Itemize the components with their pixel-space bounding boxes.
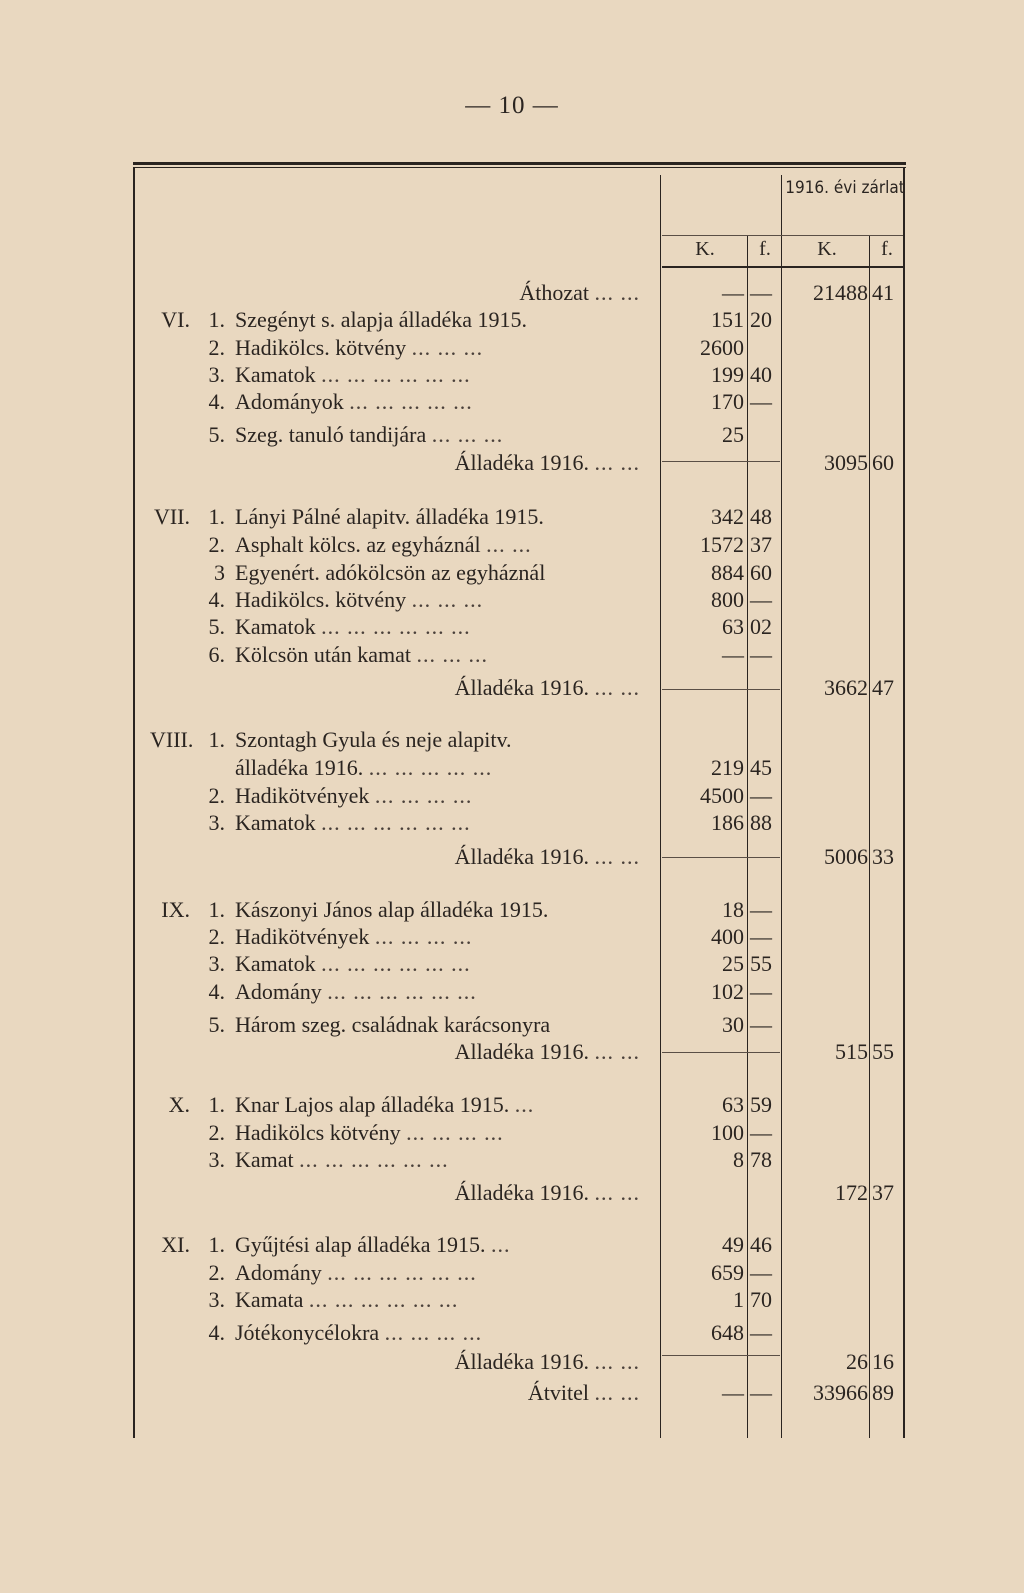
item-description — [235, 361, 640, 389]
amount-korona: 25 — [722, 951, 744, 976]
item-description — [235, 531, 640, 559]
table-row — [0, 613, 1024, 641]
leader-dots: ... ... — [594, 844, 640, 869]
leader-dots: ... ... ... ... ... — [368, 755, 493, 780]
leader-dots: ... ... — [594, 675, 640, 700]
amount-filler: — — [750, 897, 772, 922]
item-description — [235, 950, 640, 978]
item-number: 2. — [208, 1260, 225, 1285]
leader-dots: ... ... ... — [411, 335, 484, 360]
table-row — [0, 1348, 1024, 1376]
amount-korona: 8 — [733, 1147, 744, 1172]
leader-dots: ... ... ... ... ... ... — [327, 1260, 477, 1285]
table-row — [0, 586, 1024, 614]
amount-filler: — — [750, 1012, 772, 1037]
item-description — [235, 754, 640, 782]
item-description — [235, 843, 640, 871]
item-label: Kamatok — [235, 614, 316, 639]
item-label: Gyűjtési alap álladéka 1915. — [235, 1232, 486, 1257]
item-label: Hadikölcs. kötvény — [235, 335, 407, 360]
amount-filler: — — [750, 587, 772, 612]
leader-dots: ... ... ... ... ... ... — [321, 362, 471, 387]
amount-korona: 2600 — [700, 335, 744, 360]
item-label: Adomány — [235, 979, 322, 1004]
leader-dots: ... ... ... ... ... ... — [327, 979, 477, 1004]
table-row — [0, 726, 1024, 754]
header-f1: f. — [759, 238, 771, 260]
item-number: 1. — [208, 504, 225, 529]
item-label: Kamata — [235, 1287, 304, 1312]
item-label: Adományok — [235, 389, 344, 414]
item-number: 1. — [208, 307, 225, 332]
amount-filler: — — [750, 280, 772, 305]
item-label: Lányi Pálné alapitv. álladéka 1915. — [235, 504, 544, 529]
item-label: Kölcsön után kamat — [235, 642, 411, 667]
item-label: Egyenért. adókölcsön az egyháznál — [235, 560, 546, 585]
table-row — [0, 1011, 1024, 1039]
item-label: Szegényt s. alapja álladéka 1915. — [235, 307, 528, 332]
amount-korona: — — [722, 642, 744, 667]
amount-filler: 48 — [750, 504, 772, 529]
amount-filler: 45 — [750, 755, 772, 780]
item-label: Álladéka 1916. — [454, 1180, 589, 1205]
item-description — [235, 809, 640, 837]
amount-korona: 100 — [711, 1120, 744, 1145]
section-numeral: XI. — [161, 1232, 190, 1257]
item-number: 1. — [208, 1232, 225, 1257]
amount-korona: 30 — [722, 1012, 744, 1037]
amount-filler: — — [750, 1120, 772, 1145]
table-row — [0, 950, 1024, 978]
item-number: 4. — [208, 1320, 225, 1345]
amount-korona: 884 — [711, 560, 744, 585]
item-number: 6. — [208, 642, 225, 667]
leader-dots: ... ... ... ... — [374, 924, 473, 949]
amount-filler: 20 — [750, 307, 772, 332]
amount-korona: 1 — [733, 1287, 744, 1312]
leader-dots: ... ... ... ... ... — [349, 389, 473, 414]
item-label: Szontagh Gyula és neje alapitv. — [235, 727, 512, 752]
item-label: Áthozat — [519, 280, 589, 305]
leader-dots: ... ... ... ... — [406, 1120, 504, 1145]
amount-filler: — — [750, 783, 772, 808]
header-underline — [662, 235, 903, 236]
amount-filler: 55 — [750, 951, 772, 976]
item-description — [235, 421, 640, 449]
item-description — [235, 1011, 640, 1039]
item-description — [235, 782, 640, 810]
amount-korona: 199 — [711, 362, 744, 387]
amount-korona: — — [722, 1380, 744, 1405]
amount-filler: — — [750, 1260, 772, 1285]
leader-dots: ... ... ... ... ... ... — [308, 1287, 459, 1312]
section-numeral: VII. — [153, 504, 190, 529]
table-row — [0, 503, 1024, 531]
table-row — [0, 754, 1024, 782]
item-label: Hadikölcs kötvény — [235, 1120, 401, 1145]
closing-korona: 33966 — [813, 1380, 868, 1405]
item-label: Kamatok — [235, 810, 316, 835]
item-description — [235, 586, 640, 614]
table-row — [0, 1038, 1024, 1066]
header-bottom-rule — [662, 266, 903, 268]
closing-filler: 89 — [872, 1380, 894, 1405]
item-number: 4. — [208, 389, 225, 414]
table-row — [0, 1286, 1024, 1314]
amount-filler: 37 — [750, 532, 772, 557]
leader-dots: ... ... ... ... ... ... — [321, 810, 471, 835]
table-row — [0, 1179, 1024, 1207]
leader-dots: ... ... ... ... — [384, 1320, 483, 1345]
item-label: Hadikötvények — [235, 783, 370, 808]
item-number: 2. — [208, 335, 225, 360]
item-number: 5. — [208, 422, 225, 447]
leader-dots: ... — [490, 1232, 511, 1257]
closing-korona: 515 — [835, 1039, 868, 1064]
table-row — [0, 1146, 1024, 1174]
item-description — [235, 726, 640, 754]
table-row — [0, 1379, 1024, 1407]
closing-filler: 55 — [872, 1039, 894, 1064]
leader-dots: ... ... — [594, 1380, 640, 1405]
table-row — [0, 449, 1024, 477]
table-row — [0, 641, 1024, 669]
item-label: Álladéka 1916. — [454, 844, 589, 869]
item-label: Knar Lajos alap álladéka 1915. — [235, 1092, 510, 1117]
item-label: álladéka 1916. — [235, 755, 364, 780]
amount-korona: 25 — [722, 422, 744, 447]
leader-dots: ... ... — [594, 280, 640, 305]
amount-filler: — — [750, 389, 772, 414]
amount-filler: 60 — [750, 560, 772, 585]
item-number: 3. — [208, 1287, 225, 1312]
amount-filler: 70 — [750, 1287, 772, 1312]
closing-korona: 3662 — [824, 675, 868, 700]
amount-filler: 78 — [750, 1147, 772, 1172]
item-description — [235, 449, 640, 477]
closing-korona: 21488 — [813, 280, 868, 305]
closing-korona: 26 — [846, 1349, 868, 1374]
item-number: 4. — [208, 587, 225, 612]
item-label: Alladéka 1916. — [454, 1039, 589, 1064]
item-number: 1. — [208, 897, 225, 922]
table-row — [0, 843, 1024, 871]
closing-korona: 3095 — [824, 450, 868, 475]
leader-dots: ... ... ... ... ... ... — [321, 614, 471, 639]
item-label: Kamat — [235, 1147, 294, 1172]
item-label: Kamatok — [235, 362, 316, 387]
section-numeral: VI. — [161, 307, 190, 332]
item-label: Szeg. tanuló tandijára — [235, 422, 427, 447]
amount-korona: 659 — [711, 1260, 744, 1285]
item-label: Álladéka 1916. — [454, 450, 589, 475]
amount-korona: 219 — [711, 755, 744, 780]
leader-dots: ... ... ... ... ... ... — [299, 1147, 449, 1172]
table-row — [0, 279, 1024, 307]
table-row — [0, 559, 1024, 587]
amount-filler: 46 — [750, 1232, 772, 1257]
leader-dots: ... ... — [486, 532, 532, 557]
table-row — [0, 674, 1024, 702]
amount-filler: — — [750, 979, 772, 1004]
item-description — [235, 503, 640, 531]
item-description — [235, 1348, 640, 1376]
header-1916-zarlat: 1916. évi zárlat — [785, 178, 905, 198]
item-description — [235, 1231, 640, 1259]
leader-dots: ... ... ... — [431, 422, 504, 447]
item-number: 5. — [208, 614, 225, 639]
item-description — [235, 1379, 640, 1407]
leader-dots: ... ... — [594, 1039, 640, 1064]
amount-korona: 4500 — [700, 783, 744, 808]
amount-korona: 170 — [711, 389, 744, 414]
item-description — [235, 1038, 640, 1066]
closing-filler: 47 — [872, 675, 894, 700]
item-label: Adomány — [235, 1260, 322, 1285]
closing-filler: 33 — [872, 844, 894, 869]
section-numeral: IX. — [161, 897, 190, 922]
leader-dots: ... — [514, 1092, 535, 1117]
table-row — [0, 361, 1024, 389]
amount-korona: 102 — [711, 979, 744, 1004]
item-number: 5. — [208, 1012, 225, 1037]
item-description — [235, 1146, 640, 1174]
leader-dots: ... ... ... — [416, 642, 488, 667]
table-row — [0, 978, 1024, 1006]
item-label: Álladéka 1916. — [454, 675, 589, 700]
closing-filler: 41 — [872, 280, 894, 305]
item-description — [235, 334, 640, 362]
amount-filler: — — [750, 642, 772, 667]
page-number: — 10 — — [465, 92, 559, 119]
amount-korona: 342 — [711, 504, 744, 529]
item-description — [235, 896, 640, 924]
amount-korona: 400 — [711, 924, 744, 949]
table-row — [0, 1231, 1024, 1259]
item-description — [235, 923, 640, 951]
closing-korona: 5006 — [824, 844, 868, 869]
item-number: 2. — [208, 1120, 225, 1145]
item-description — [235, 388, 640, 416]
item-number: 4. — [208, 979, 225, 1004]
leader-dots: ... ... ... ... ... ... — [321, 951, 471, 976]
header-k1: K. — [695, 238, 715, 260]
item-description — [235, 559, 640, 587]
item-label: Kászonyi János alap álladéka 1915. — [235, 897, 549, 922]
item-number: 3. — [208, 1147, 225, 1172]
item-description — [235, 674, 640, 702]
item-label: Átvitel — [527, 1380, 589, 1405]
table-row — [0, 388, 1024, 416]
amount-korona: 648 — [711, 1320, 744, 1345]
amount-filler: — — [750, 1320, 772, 1345]
leader-dots: ... ... — [594, 1349, 640, 1374]
amount-korona: — — [722, 280, 744, 305]
item-label: Kamatok — [235, 951, 316, 976]
closing-filler: 37 — [872, 1180, 894, 1205]
table-row — [0, 923, 1024, 951]
amount-korona: 63 — [722, 1092, 744, 1117]
leader-dots: ... ... — [594, 1180, 640, 1205]
item-description — [235, 1179, 640, 1207]
table-row — [0, 1259, 1024, 1287]
table-row — [0, 531, 1024, 559]
item-label: Három szeg. családnak karácsonyra — [235, 1012, 551, 1037]
section-numeral: X. — [168, 1092, 190, 1117]
amount-filler: 88 — [750, 810, 772, 835]
item-number: 1. — [208, 727, 225, 752]
table-row — [0, 896, 1024, 924]
item-description — [235, 1259, 640, 1287]
amount-korona: 63 — [722, 614, 744, 639]
item-description — [235, 306, 640, 334]
amount-korona: 186 — [711, 810, 744, 835]
item-number: 2. — [208, 532, 225, 557]
amount-korona: 49 — [722, 1232, 744, 1257]
table-row — [0, 1119, 1024, 1147]
header-f2: f. — [881, 238, 893, 260]
item-description — [235, 1319, 640, 1347]
item-number: 3. — [208, 810, 225, 835]
table-row — [0, 1319, 1024, 1347]
item-description — [235, 1119, 640, 1147]
item-description — [235, 279, 640, 307]
item-number: 3. — [208, 951, 225, 976]
table-row — [0, 1091, 1024, 1119]
table-row — [0, 421, 1024, 449]
closing-korona: 172 — [835, 1180, 868, 1205]
item-label: Álladéka 1916. — [454, 1349, 589, 1374]
leader-dots: ... ... ... — [411, 587, 484, 612]
item-number: 2. — [208, 783, 225, 808]
amount-filler: 59 — [750, 1092, 772, 1117]
leader-dots: ... ... — [594, 450, 640, 475]
closing-filler: 16 — [872, 1349, 894, 1374]
amount-filler: 40 — [750, 362, 772, 387]
item-number: 3 — [214, 560, 225, 585]
section-numeral: VIII. — [150, 727, 194, 752]
table-row — [0, 782, 1024, 810]
item-number: 1. — [208, 1092, 225, 1117]
table-row — [0, 809, 1024, 837]
header-k2: K. — [817, 238, 837, 260]
table-row — [0, 334, 1024, 362]
amount-filler: — — [750, 924, 772, 949]
leader-dots: ... ... ... ... — [374, 783, 473, 808]
item-label: Hadikötvények — [235, 924, 370, 949]
closing-filler: 60 — [872, 450, 894, 475]
amount-korona: 151 — [711, 307, 744, 332]
item-description — [235, 1286, 640, 1314]
item-description — [235, 641, 640, 669]
amount-filler: 02 — [750, 614, 772, 639]
item-label: Hadikölcs. kötvény — [235, 587, 407, 612]
item-description — [235, 1091, 640, 1119]
table-row — [0, 306, 1024, 334]
amount-filler: — — [750, 1380, 772, 1405]
item-number: 2. — [208, 924, 225, 949]
table-top-rule — [133, 162, 906, 168]
item-description — [235, 613, 640, 641]
amount-korona: 18 — [722, 897, 744, 922]
item-label: Jótékonycélokra — [235, 1320, 380, 1345]
item-label: Asphalt kölcs. az egyháznál — [235, 532, 481, 557]
item-number: 3. — [208, 362, 225, 387]
item-description — [235, 978, 640, 1006]
amount-korona: 800 — [711, 587, 744, 612]
amount-korona: 1572 — [700, 532, 744, 557]
